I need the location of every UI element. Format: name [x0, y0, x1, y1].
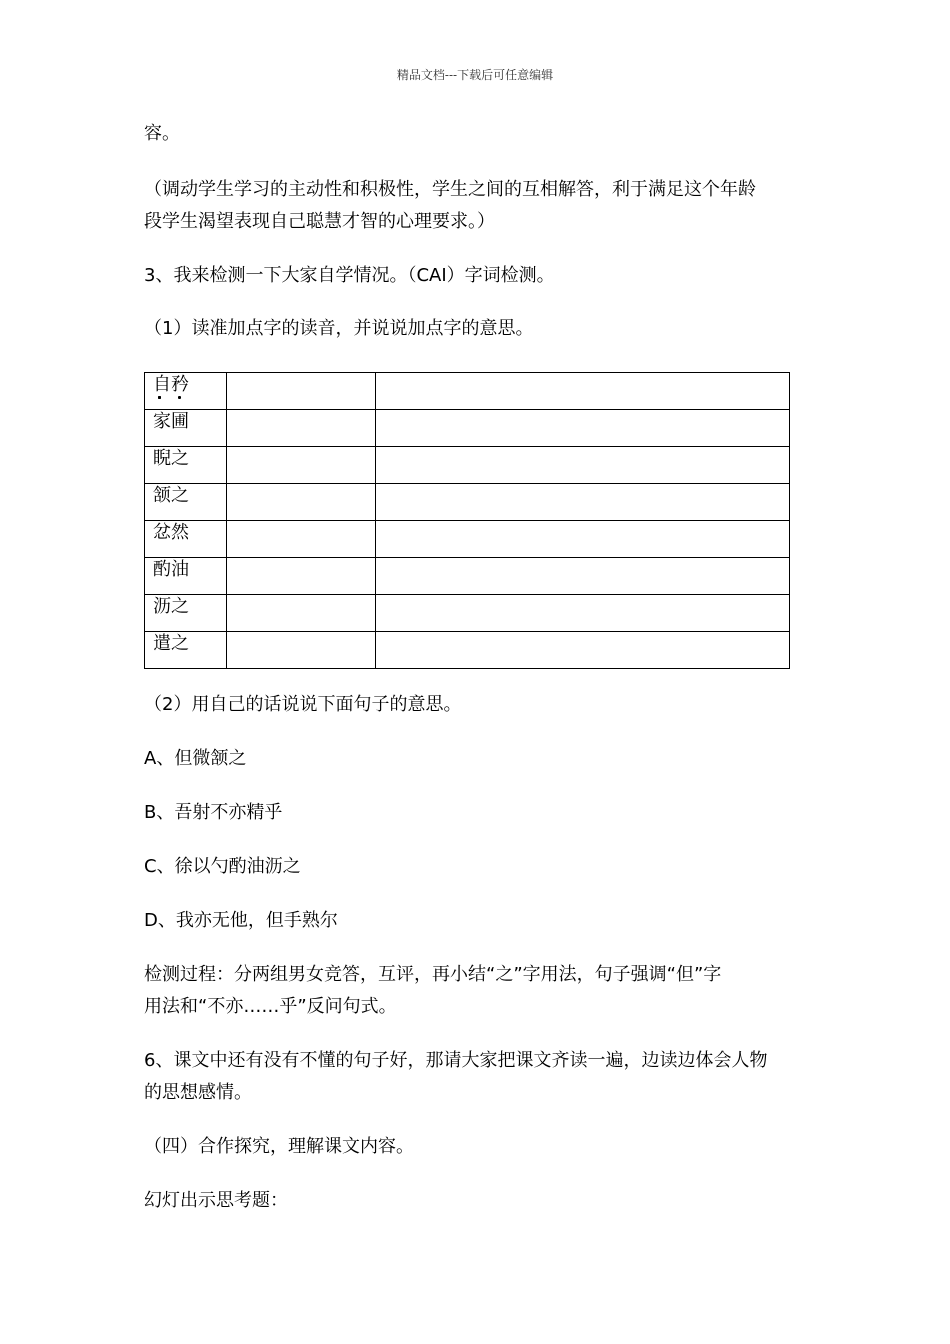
meaning-cell: [376, 558, 790, 595]
sentence-b: B、吾射不亦精乎: [144, 802, 283, 823]
word-text: 自矜: [153, 374, 189, 395]
emphasis-dot: [158, 396, 161, 399]
word-text: 忿然: [153, 522, 189, 543]
word-cell: [145, 484, 227, 521]
pronunciation-cell: [227, 410, 376, 447]
paragraph-step6-line1: 6、课文中还有没有不懂的句子好，那请大家把课文齐读一遍，边读边体会人物: [144, 1050, 768, 1071]
table-row: [145, 558, 790, 595]
word-cell: [145, 595, 227, 632]
sentence-c: C、徐以勺酌油沥之: [144, 856, 301, 877]
emphasis-dot: [178, 396, 181, 399]
word-cell: [145, 558, 227, 595]
word-cell: [145, 410, 227, 447]
word-cell: [145, 373, 227, 410]
meaning-cell: [376, 410, 790, 447]
word-cell: [145, 632, 227, 669]
pronunciation-cell: [227, 373, 376, 410]
sentence-d: D、我亦无他，但手熟尔: [144, 910, 338, 931]
paragraph-task1: （1）读准加点字的读音，并说说加点字的意思。: [144, 318, 534, 339]
word-cell: [145, 447, 227, 484]
table-row: [145, 484, 790, 521]
word-text: 睨之: [153, 448, 189, 469]
table-row: [145, 632, 790, 669]
word-text: 遣之: [153, 633, 189, 654]
word-table: [144, 372, 790, 669]
pronunciation-cell: [227, 447, 376, 484]
paragraph-note-line2: 段学生渴望表现自己聪慧才智的心理要求。）: [144, 211, 495, 232]
pronunciation-cell: [227, 484, 376, 521]
paragraph-step6-line2: 的思想感情。: [144, 1082, 252, 1103]
meaning-cell: [376, 447, 790, 484]
paragraph-slide-questions: 幻灯出示思考题：: [144, 1190, 288, 1211]
sentence-a: A、但微颔之: [144, 748, 247, 769]
meaning-cell: [376, 595, 790, 632]
section-heading-4: （四）合作探究，理解课文内容。: [144, 1136, 414, 1157]
pronunciation-cell: [227, 558, 376, 595]
table-row: [145, 410, 790, 447]
pronunciation-cell: [227, 521, 376, 558]
table-row: [145, 595, 790, 632]
table-row: [145, 521, 790, 558]
meaning-cell: [376, 484, 790, 521]
word-text: 颔之: [153, 485, 189, 506]
page-header: 精品文档---下载后可任意编辑: [396, 68, 554, 82]
word-text: 家圃: [153, 411, 189, 432]
pronunciation-cell: [227, 632, 376, 669]
table-row: [145, 447, 790, 484]
word-cell: [145, 521, 227, 558]
word-text: 沥之: [153, 596, 189, 617]
paragraph-note-line1: （调动学生学习的主动性和积极性，学生之间的互相解答，利于满足这个年龄: [144, 179, 756, 200]
table-row: [145, 373, 790, 410]
paragraph-task2: （2）用自己的话说说下面句子的意思。: [144, 694, 462, 715]
pronunciation-cell: [227, 595, 376, 632]
paragraph-step3: 3、我来检测一下大家自学情况。（CAI）字词检测。: [144, 265, 555, 286]
paragraph-process-line2: 用法和“不亦……乎”反问句式。: [144, 996, 397, 1017]
meaning-cell: [376, 632, 790, 669]
meaning-cell: [376, 373, 790, 410]
paragraph-continuation: 容。: [144, 123, 180, 144]
paragraph-process-line1: 检测过程：分两组男女竞答，互评，再小结“之”字用法，句子强调“但”字: [144, 964, 722, 985]
meaning-cell: [376, 521, 790, 558]
word-text: 酌油: [153, 559, 189, 580]
